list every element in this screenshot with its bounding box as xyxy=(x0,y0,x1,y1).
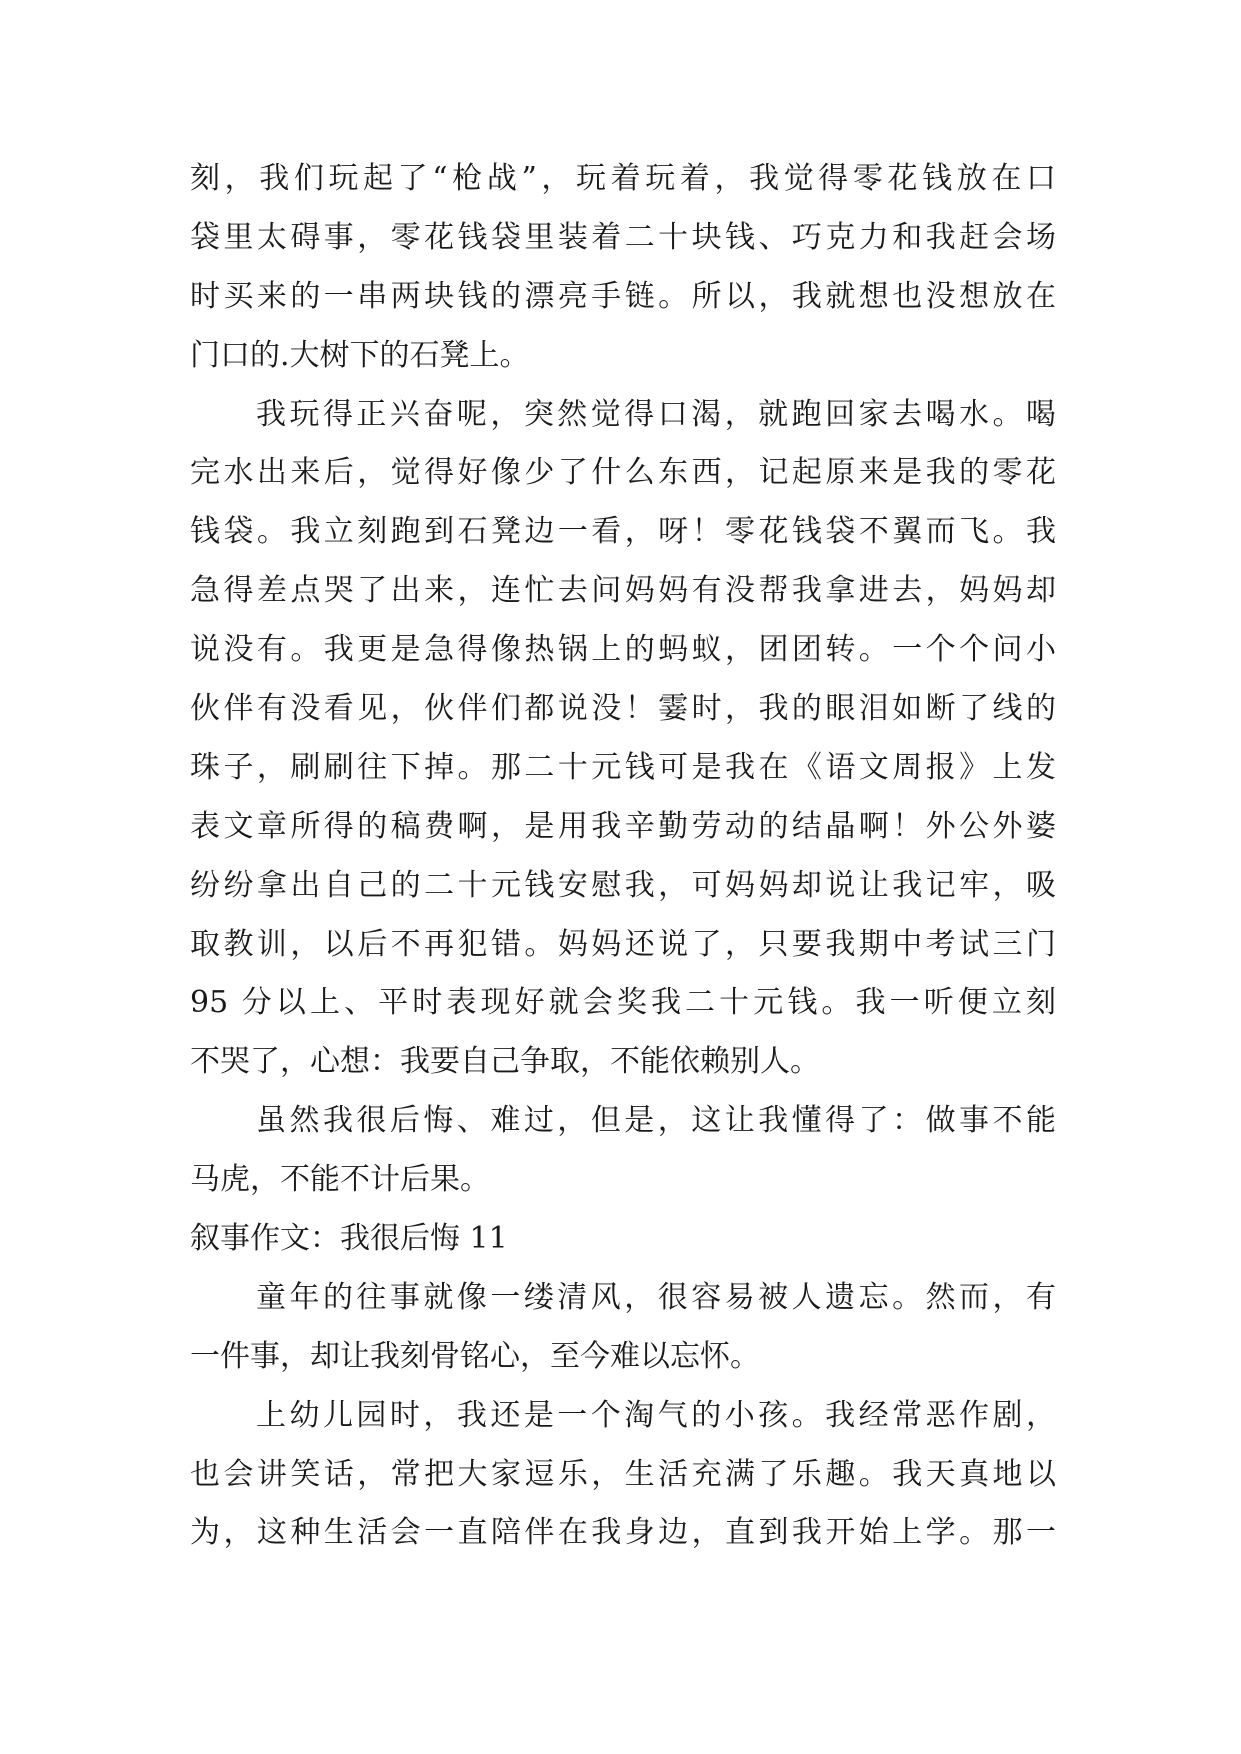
text-line: 时买来的一串两块钱的漂亮手链。所以，我就想也没想放在 xyxy=(190,278,1056,314)
text-line: 钱袋。我立刻跑到石凳边一看，呀！零花钱袋不翼而飞。我 xyxy=(190,514,1056,550)
text-line: 表文章所得的稿费啊，是用我辛勤劳动的结晶啊！外公外婆 xyxy=(190,808,1056,844)
text-line: 不哭了，心想：我要自己争取，不能依赖别人。 xyxy=(190,1044,820,1080)
text-line: 纷纷拿出自己的二十元钱安慰我，可妈妈却说让我记牢，吸 xyxy=(190,867,1056,903)
text-line: 门口的.大树下的石凳上。 xyxy=(190,337,530,373)
text-line: 袋里太碍事，零花钱袋里装着二十块钱、巧克力和我赶会场 xyxy=(190,219,1056,255)
text-line: 取教训，以后不再犯错。妈妈还说了，只要我期中考试三门 xyxy=(190,926,1056,962)
text-line: 说没有。我更是急得像热锅上的蚂蚁，团团转。一个个问小 xyxy=(190,632,1056,668)
text-line: 也会讲笑话，常把大家逗乐，生活充满了乐趣。我天真地以 xyxy=(190,1456,1056,1492)
text-line: 我玩得正兴奋呢，突然觉得口渴，就跑回家去喝水。喝 xyxy=(256,396,1056,432)
text-line: 95 分以上、平时表现好就会奖我二十元钱。我一听便立刻 xyxy=(190,985,1056,1021)
text-line: 为，这种生活会一直陪伴在我身边，直到我开始上学。那一 xyxy=(190,1515,1056,1551)
section-heading: 叙事作文：我很后悔 11 xyxy=(190,1221,508,1257)
article-body xyxy=(190,159,1056,1572)
text-line: 伙伴有没看见，伙伴们都说没！霎时，我的眼泪如断了线的 xyxy=(190,691,1056,727)
text-line: 珠子，刷刷往下掉。那二十元钱可是我在《语文周报》上发 xyxy=(190,749,1056,785)
text-line: 虽然我很后悔、难过，但是，这让我懂得了：做事不能 xyxy=(256,1103,1056,1139)
text-line: 一件事，却让我刻骨铭心，至今难以忘怀。 xyxy=(190,1338,760,1374)
text-line: 急得差点哭了出来，连忙去问妈妈有没帮我拿进去，妈妈却 xyxy=(190,573,1056,609)
text-line: 上幼儿园时，我还是一个淘气的小孩。我经常恶作剧， xyxy=(256,1397,1056,1433)
text-line: 完水出来后，觉得好像少了什么东西，记起原来是我的零花 xyxy=(190,455,1056,491)
text-line: 刻，我们玩起了“枪战”，玩着玩着，我觉得零花钱放在口 xyxy=(190,161,1056,196)
text-line: 马虎，不能不计后果。 xyxy=(190,1162,490,1198)
text-line: 童年的往事就像一缕清风，很容易被人遗忘。然而，有 xyxy=(256,1279,1056,1315)
